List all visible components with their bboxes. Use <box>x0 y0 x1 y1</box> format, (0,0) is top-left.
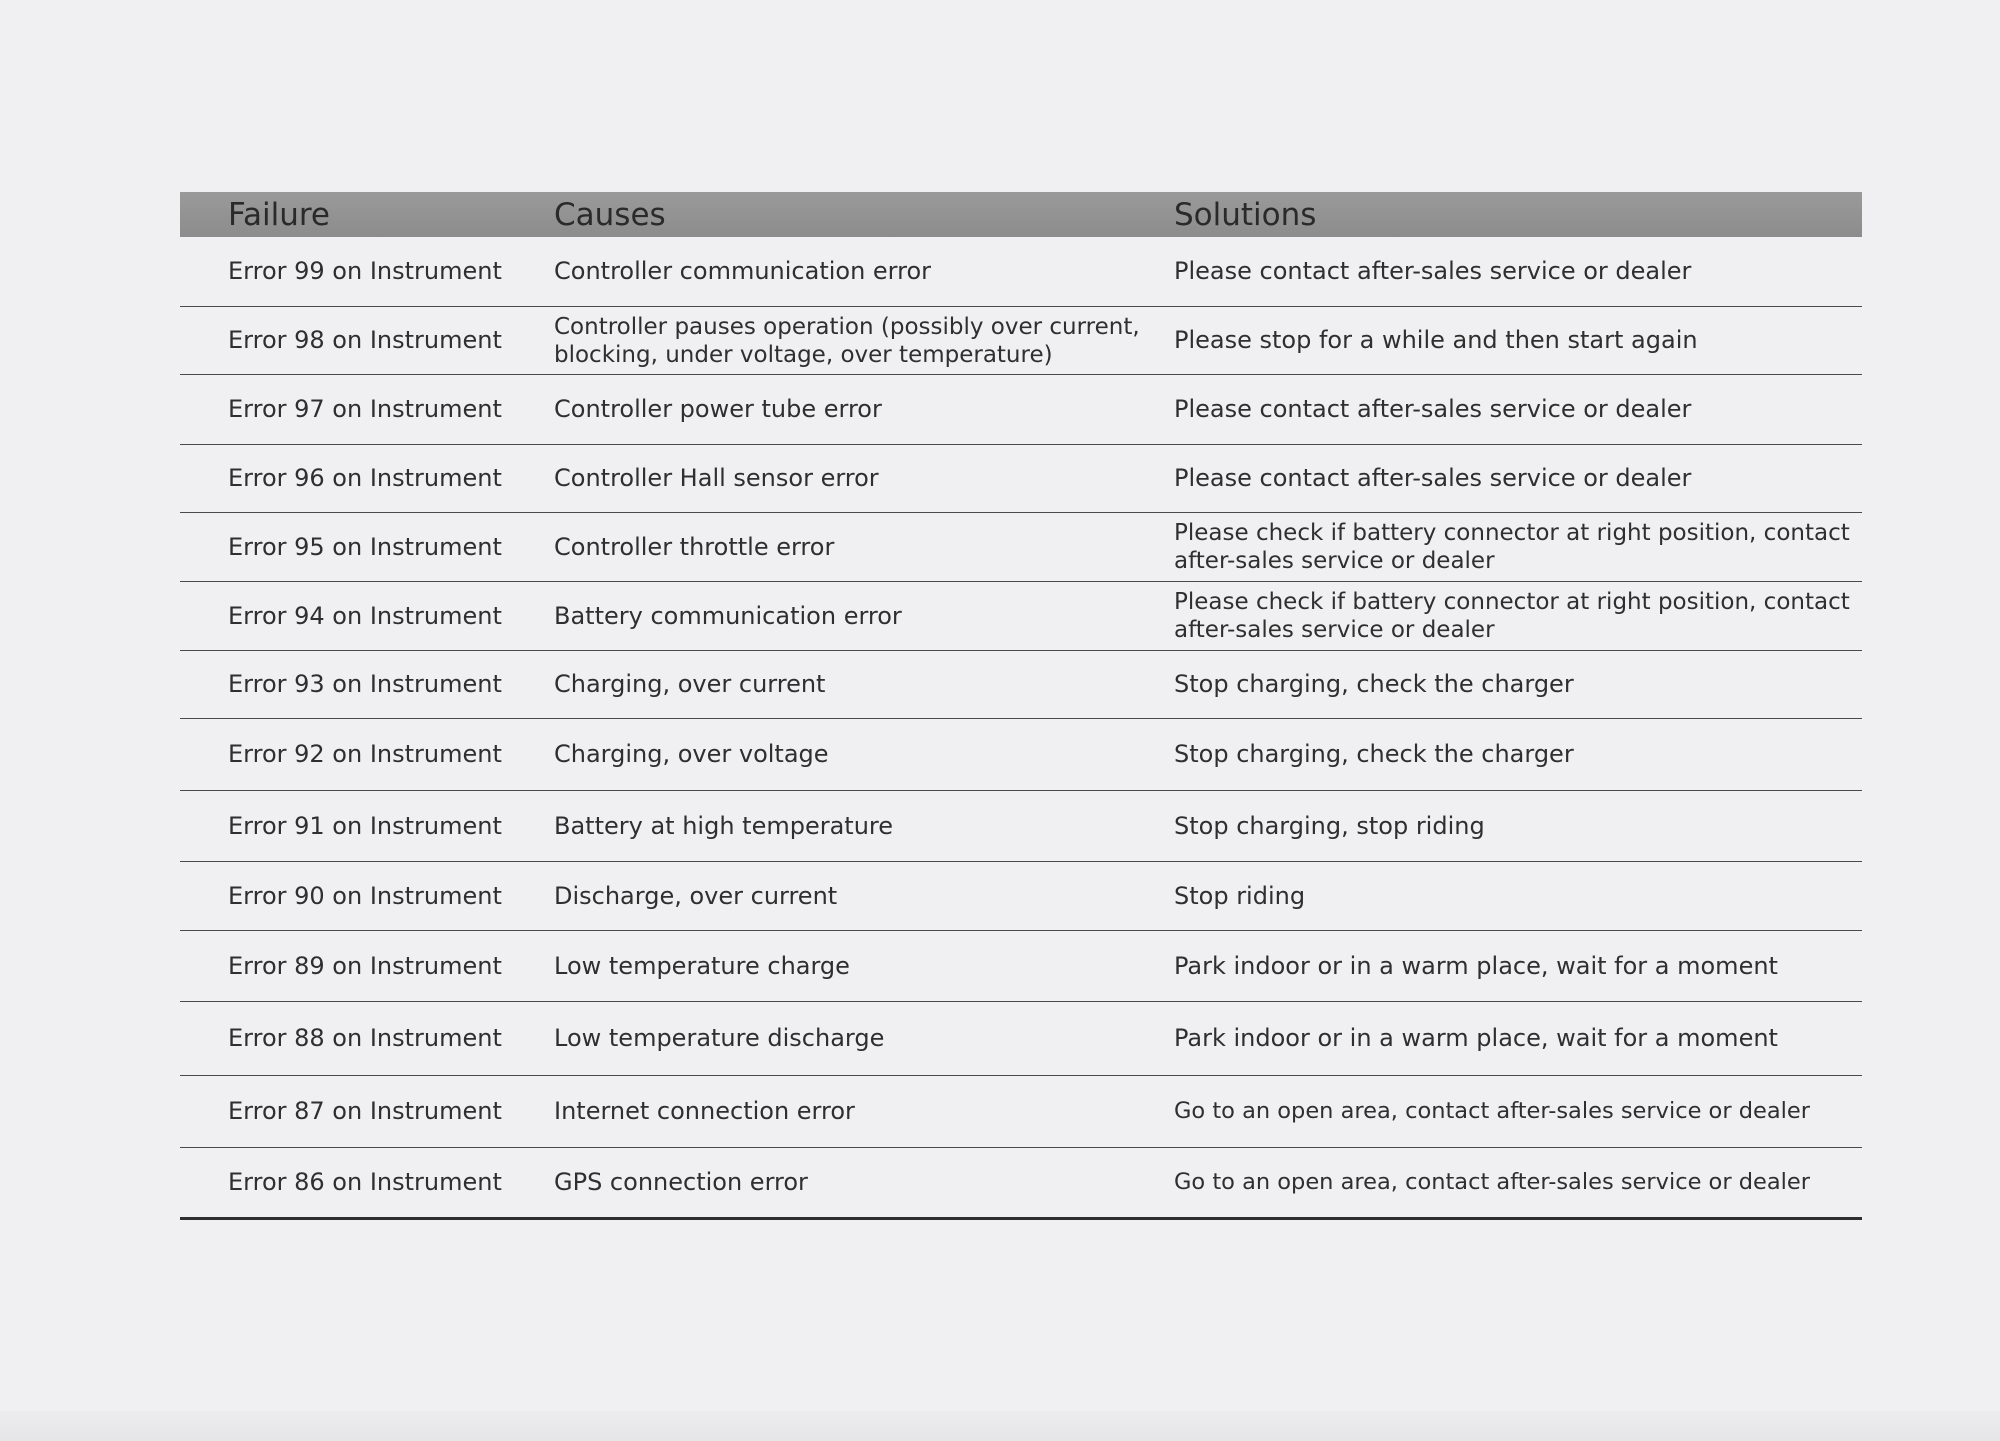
table-row <box>180 307 1862 375</box>
solution-cell: Please contact after-sales service or dealer <box>1174 257 1692 285</box>
cause-cell: Charging, over voltage <box>554 740 829 768</box>
table-row <box>180 1148 1862 1220</box>
failure-cell: Error 91 on Instrument <box>228 811 502 840</box>
failure-cell: Error 88 on Instrument <box>228 1024 502 1052</box>
failure-cell: Error 87 on Instrument <box>228 1097 502 1125</box>
failure-cell: Error 97 on Instrument <box>228 395 502 423</box>
header-causes: Causes <box>554 196 666 233</box>
solution-cell: Stop charging, check the charger <box>1174 670 1574 698</box>
cause-cell: Internet connection error <box>554 1097 855 1125</box>
failure-cell: Error 95 on Instrument <box>228 532 502 561</box>
table-row <box>180 582 1862 651</box>
solution-cell: Please check if battery connector at right position, contact after-sales service or dealer <box>1174 589 1850 643</box>
failure-cell: Error 94 on Instrument <box>228 601 502 630</box>
table-row <box>180 791 1862 862</box>
cause-cell: Controller communication error <box>554 257 932 285</box>
solution-cell: Stop charging, check the charger <box>1174 740 1574 768</box>
failure-cell: Error 93 on Instrument <box>228 670 502 698</box>
solution-cell: Please stop for a while and then start again <box>1174 326 1698 354</box>
table-row <box>180 931 1862 1002</box>
failure-cell: Error 99 on Instrument <box>228 257 502 285</box>
table-header <box>180 192 1862 237</box>
solution-cell: Please contact after-sales service or dealer <box>1174 464 1692 492</box>
error-code-table <box>180 192 1862 1220</box>
table-row <box>180 375 1862 445</box>
solution-cell: Please check if battery connector at right position, contact after-sales service or dealer <box>1174 520 1850 574</box>
cause-cell: Discharge, over current <box>554 881 838 910</box>
header-failure: Failure <box>228 196 330 233</box>
failure-cell: Error 98 on Instrument <box>228 326 502 354</box>
cause-cell: Battery at high temperature <box>554 811 894 840</box>
solution-cell: Stop charging, stop riding <box>1174 811 1485 840</box>
cause-cell: GPS connection error <box>554 1168 808 1196</box>
solution-cell: Go to an open area, contact after-sales service or dealer <box>1174 1169 1810 1195</box>
cause-cell: Controller power tube error <box>554 395 882 423</box>
failure-cell: Error 96 on Instrument <box>228 464 502 492</box>
failure-cell: Error 90 on Instrument <box>228 881 502 910</box>
table-row <box>180 1076 1862 1148</box>
solution-cell: Please contact after-sales service or dealer <box>1174 395 1692 423</box>
table-row <box>180 862 1862 931</box>
failure-cell: Error 86 on Instrument <box>228 1168 502 1196</box>
cause-cell: Battery communication error <box>554 601 902 630</box>
table-row <box>180 1002 1862 1076</box>
solution-cell: Park indoor or in a warm place, wait for a moment <box>1174 951 1778 980</box>
cause-cell: Controller Hall sensor error <box>554 464 879 492</box>
header-solutions: Solutions <box>1174 196 1317 233</box>
table-row <box>180 513 1862 582</box>
solution-cell: Park indoor or in a warm place, wait for a moment <box>1174 1024 1778 1052</box>
cause-cell: Charging, over current <box>554 670 826 698</box>
failure-cell: Error 92 on Instrument <box>228 740 502 768</box>
scan-bottom-edge <box>0 1411 2000 1441</box>
cause-cell: Low temperature discharge <box>554 1024 885 1052</box>
table-row <box>180 237 1862 307</box>
failure-cell: Error 89 on Instrument <box>228 951 502 980</box>
table-row <box>180 445 1862 513</box>
cause-cell: Controller pauses operation (possibly over current, blocking, under voltage, over temperature) <box>554 313 1140 368</box>
table-row <box>180 719 1862 791</box>
solution-cell: Stop riding <box>1174 881 1306 910</box>
table-row <box>180 651 1862 719</box>
cause-cell: Low temperature charge <box>554 951 850 980</box>
cause-cell: Controller throttle error <box>554 532 835 561</box>
solution-cell: Go to an open area, contact after-sales service or dealer <box>1174 1098 1810 1124</box>
